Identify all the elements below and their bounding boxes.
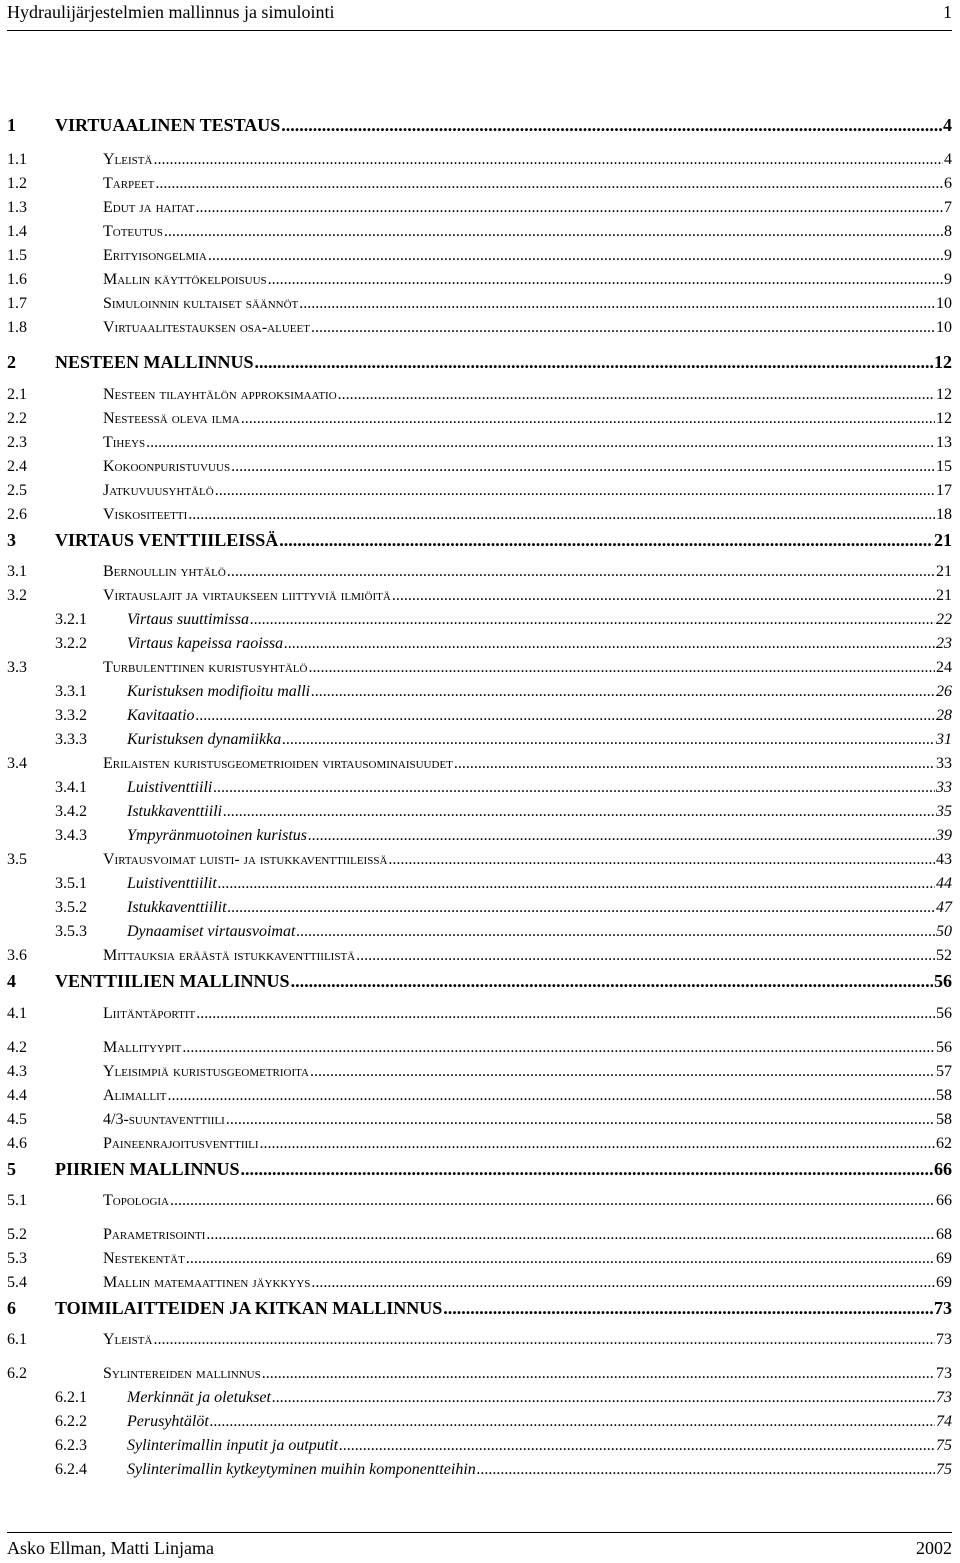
toc-entry-title: Bernoullin yhtälö (103, 563, 226, 580)
toc-entry-page: 21 (934, 530, 952, 550)
toc-entry-title: Ympyränmuotoinen kuristus (127, 827, 307, 844)
toc-entry-page: 17 (936, 482, 952, 499)
toc-entry-number: 6.1 (7, 1331, 27, 1348)
toc-dot-leader (291, 971, 933, 992)
toc-entry-page: 33 (936, 755, 952, 772)
toc-dot-leader (146, 434, 935, 452)
toc-entry-title: Sylinterimallin inputit ja outputit (127, 1437, 339, 1454)
toc-dot-leader (227, 563, 935, 581)
toc-entry[interactable] (7, 947, 952, 971)
toc-entry[interactable] (7, 563, 952, 587)
toc-entry-page: 23 (936, 635, 952, 652)
toc-entry[interactable] (7, 1389, 952, 1413)
toc-entry-title: Kavitaatio (127, 707, 195, 724)
toc-entry[interactable] (7, 1135, 952, 1159)
toc-entry[interactable] (7, 851, 952, 875)
toc-dot-leader (311, 683, 935, 701)
toc-entry-page: 58 (936, 1111, 952, 1128)
toc-entry-page: 73 (936, 1365, 952, 1382)
toc-dot-leader (454, 755, 935, 773)
toc-dot-leader (195, 199, 943, 217)
toc-entry[interactable] (7, 1437, 952, 1461)
toc-entry-number: 5.2 (7, 1226, 27, 1243)
toc-dot-leader (477, 1461, 935, 1479)
toc-entry-page: 26 (936, 683, 952, 700)
toc-entry-number: 3.3.3 (55, 731, 87, 748)
toc-entry-page: 69 (936, 1250, 952, 1267)
toc-entry[interactable] (7, 1005, 952, 1029)
toc-entry-number: 4.2 (7, 1039, 27, 1056)
toc-entry-title: Jatkuvuusyhtälö (103, 482, 214, 499)
toc-entry[interactable] (7, 530, 952, 554)
toc-entry-number: 3.3.1 (55, 683, 87, 700)
toc-entry-title: Kuristuksen dynamiikka (127, 731, 282, 748)
toc-entry-title: Sylintereiden mallinnus (103, 1365, 261, 1382)
toc-entry-page: 24 (936, 659, 952, 676)
toc-entry-page: 9 (944, 247, 952, 264)
toc-entry-number: 3.6 (7, 947, 27, 964)
toc-dot-leader (196, 1005, 935, 1023)
toc-entry[interactable] (7, 875, 952, 899)
toc-entry-number: 2.1 (7, 386, 27, 403)
toc-entry[interactable] (7, 1063, 952, 1087)
toc-entry-number: 6.2.3 (55, 1437, 87, 1454)
toc-dot-leader (311, 319, 935, 337)
toc-entry-page: 43 (936, 851, 952, 868)
toc-entry-title: Merkinnät ja oletukset (127, 1389, 271, 1406)
toc-entry-title: Yleisimpiä kuristusgeometrioita (103, 1063, 309, 1080)
toc-entry-title: Turbulenttinen kuristusyhtälö (103, 659, 308, 676)
toc-entry-page: 31 (936, 731, 952, 748)
toc-dot-leader (392, 587, 935, 605)
toc-entry[interactable] (7, 755, 952, 779)
toc-entry-title: Dynaamiset virtausvoimat (127, 923, 296, 940)
toc-entry-number: 5 (7, 1159, 16, 1179)
toc-entry[interactable] (7, 1413, 952, 1437)
toc-entry-page: 10 (936, 319, 952, 336)
toc-entry-title: Virtaus suuttimissa (127, 611, 249, 628)
toc-entry[interactable] (7, 1331, 952, 1355)
toc-entry-number: 3.3 (7, 659, 27, 676)
toc-entry-title: Istukkaventtiilit (127, 899, 227, 916)
toc-entry-number: 3.3.2 (55, 707, 87, 724)
toc-entry[interactable] (7, 247, 952, 271)
toc-entry-title: Nesteessä oleva ilma (103, 410, 240, 427)
toc-entry-number: 2.5 (7, 482, 27, 499)
toc-dot-leader (215, 482, 935, 500)
toc-dot-leader (388, 851, 935, 869)
toc-dot-leader (281, 115, 942, 136)
toc-entry[interactable] (7, 482, 952, 506)
toc-entry[interactable] (7, 175, 952, 199)
toc-dot-leader (223, 803, 935, 821)
toc-dot-leader (186, 1250, 935, 1268)
toc-entry-page: 58 (936, 1087, 952, 1104)
toc-dot-leader (167, 1087, 935, 1105)
toc-entry-title: Alimallit (103, 1087, 167, 1104)
toc-dot-leader (231, 458, 935, 476)
toc-entry-number: 6.2.1 (55, 1389, 87, 1406)
toc-entry-number: 5.4 (7, 1274, 27, 1291)
toc-entry-title: VENTTIILIEN MALLINNUS (55, 971, 290, 991)
toc-entry[interactable] (7, 827, 952, 851)
toc-entry[interactable] (7, 731, 952, 755)
toc-dot-leader (262, 1365, 935, 1383)
toc-entry[interactable] (7, 506, 952, 530)
toc-entry-page: 44 (936, 875, 952, 892)
toc-entry-title: Istukkaventtiili (127, 803, 223, 820)
toc-entry-number: 2 (7, 352, 16, 372)
toc-entry[interactable] (7, 1298, 952, 1322)
toc-dot-leader (218, 875, 935, 893)
toc-entry-title: Nesteen tilayhtälön approksimaatio (103, 386, 337, 403)
toc-entry-page: 73 (934, 1298, 952, 1318)
toc-entry[interactable] (7, 458, 952, 482)
toc-entry-title: Virtuaalitestauksen osa-alueet (103, 319, 310, 336)
page-footer (7, 1532, 952, 1562)
toc-entry-page: 18 (936, 506, 952, 523)
toc-entry-number: 3 (7, 530, 16, 550)
toc-entry-title: Simuloinnin kultaiset säännöt (103, 295, 299, 312)
toc-entry-title: Topologia (103, 1192, 169, 1209)
year: 2002 (916, 1538, 952, 1558)
toc-entry-title: Kuristuksen modifioitu malli (127, 683, 311, 700)
toc-entry[interactable] (7, 971, 952, 995)
toc-entry-page: 75 (936, 1437, 952, 1454)
toc-entry-title: Virtausvoimat luisti- ja istukkaventtiileissä (103, 851, 388, 868)
toc-entry[interactable] (7, 115, 952, 139)
toc-entry-page: 12 (936, 386, 952, 403)
toc-entry-page: 50 (936, 923, 952, 940)
toc-entry-title: Yleistä (103, 1331, 153, 1348)
toc-entry-number: 6.2.4 (55, 1461, 87, 1478)
toc-entry-page: 66 (936, 1192, 952, 1209)
toc-entry-page: 12 (936, 410, 952, 427)
document-title: Hydraulijärjestelmien mallinnus ja simulointi (7, 2, 335, 22)
toc-entry-page: 75 (936, 1461, 952, 1478)
toc-entry-number: 1.2 (7, 175, 27, 192)
toc-entry-page: 7 (944, 199, 952, 216)
toc-entry-page: 15 (936, 458, 952, 475)
toc-dot-leader (299, 295, 935, 313)
toc-entry-number: 1.5 (7, 247, 27, 264)
toc-entry[interactable] (7, 1039, 952, 1063)
toc-entry-title: Viskositeetti (103, 506, 188, 523)
toc-entry[interactable] (7, 223, 952, 247)
toc-entry-number: 2.6 (7, 506, 27, 523)
toc-entry-title: Liitäntäportit (103, 1005, 196, 1022)
toc-entry[interactable] (7, 386, 952, 410)
toc-entry-number: 1.3 (7, 199, 27, 216)
toc-dot-leader (279, 530, 933, 551)
toc-dot-leader (282, 731, 935, 749)
toc-entry[interactable] (7, 707, 952, 731)
toc-entry-page: 56 (934, 971, 952, 991)
toc-entry-title: Luistiventtiili (127, 779, 213, 796)
toc-entry-number: 5.3 (7, 1250, 27, 1267)
toc-entry[interactable] (7, 611, 952, 635)
toc-entry-title: Parametrisointi (103, 1226, 206, 1243)
toc-entry-number: 3.1 (7, 563, 27, 580)
toc-entry-title: Paineenrajoitusventtiili (103, 1135, 259, 1152)
toc-entry-title: Tiheys (103, 434, 146, 451)
toc-entry-title: Mallityypit (103, 1039, 182, 1056)
toc-entry-page: 47 (936, 899, 952, 916)
toc-dot-leader (208, 247, 943, 265)
toc-entry-number: 2.3 (7, 434, 27, 451)
toc-entry[interactable] (7, 410, 952, 434)
toc-entry-page: 62 (936, 1135, 952, 1152)
toc-entry-page: 6 (944, 175, 952, 192)
authors: Asko Ellman, Matti Linjama (7, 1538, 214, 1558)
toc-entry-page: 39 (936, 827, 952, 844)
toc-entry[interactable] (7, 659, 952, 683)
toc-entry[interactable] (7, 1250, 952, 1274)
toc-entry-page: 22 (936, 611, 952, 628)
toc-entry-page: 8 (944, 223, 952, 240)
toc-entry[interactable] (7, 923, 952, 947)
toc-entry-number: 1.8 (7, 319, 27, 336)
toc-entry-page: 33 (936, 779, 952, 796)
toc-dot-leader (250, 611, 935, 629)
toc-entry-title: Luistiventtiilit (127, 875, 217, 892)
toc-entry[interactable] (7, 199, 952, 223)
toc-entry-title: Erilaisten kuristusgeometrioiden virtausominaisuudet (103, 755, 453, 772)
toc-entry[interactable] (7, 1159, 952, 1183)
toc-entry-page: 21 (936, 563, 952, 580)
toc-entry-title: Virtaus kapeissa raoissa (127, 635, 284, 652)
toc-entry-title: Mallin matemaattinen jäykkyys (103, 1274, 311, 1291)
toc-dot-leader (260, 1135, 935, 1153)
toc-entry-number: 6 (7, 1298, 16, 1318)
toc-dot-leader (284, 635, 935, 653)
toc-entry-number: 4 (7, 971, 16, 991)
toc-dot-leader (356, 947, 935, 965)
toc-entry-title: Sylinterimallin kytkeytyminen muihin komponentteihin (127, 1461, 476, 1478)
toc-entry[interactable] (7, 271, 952, 295)
toc-dot-leader (210, 1413, 935, 1431)
toc-dot-leader (153, 1331, 935, 1349)
toc-entry-title: Mittauksia eräästä istukkaventtiilistä (103, 947, 356, 964)
toc-entry-title: 4/3-suuntaventtiili (103, 1111, 225, 1128)
toc-dot-leader (296, 923, 935, 941)
toc-entry-page: 21 (936, 587, 952, 604)
toc-entry[interactable] (7, 635, 952, 659)
toc-entry-page: 52 (936, 947, 952, 964)
toc-entry-title: TOIMILAITTEIDEN JA KITKAN MALLINNUS (55, 1298, 443, 1318)
toc-entry[interactable] (7, 1192, 952, 1216)
toc-dot-leader (182, 1039, 935, 1057)
toc-dot-leader (308, 827, 935, 845)
toc-entry-number: 2.4 (7, 458, 27, 475)
toc-entry[interactable] (7, 779, 952, 803)
toc-entry-number: 6.2.2 (55, 1413, 87, 1430)
toc-dot-leader (311, 1274, 935, 1292)
toc-entry-title: Toteutus (103, 223, 163, 240)
toc-entry-page: 10 (936, 295, 952, 312)
toc-entry[interactable] (7, 803, 952, 827)
toc-dot-leader (213, 779, 935, 797)
toc-entry[interactable] (7, 587, 952, 611)
toc-entry-number: 3.4.2 (55, 803, 87, 820)
toc-entry-title: Nestekentät (103, 1250, 185, 1267)
toc-dot-leader (338, 386, 935, 404)
toc-entry-page: 68 (936, 1226, 952, 1243)
toc-entry-number: 5.1 (7, 1192, 27, 1209)
toc-entry-page: 56 (936, 1005, 952, 1022)
toc-entry-title: Tarpeet (103, 175, 155, 192)
toc-dot-leader (272, 1389, 935, 1407)
toc-entry-page: 35 (936, 803, 952, 820)
toc-dot-leader (308, 659, 935, 677)
toc-dot-leader (255, 352, 933, 373)
toc-entry[interactable] (7, 1461, 952, 1485)
toc-entry[interactable] (7, 683, 952, 707)
toc-dot-leader (228, 899, 935, 917)
toc-entry-number: 3.5.2 (55, 899, 87, 916)
toc-dot-leader (310, 1063, 935, 1081)
toc-entry-page: 73 (936, 1389, 952, 1406)
toc-entry-number: 1 (7, 115, 16, 135)
toc-entry-title: NESTEEN MALLINNUS (55, 352, 254, 372)
toc-entry-number: 3.4.1 (55, 779, 87, 796)
toc-entry-title: VIRTAUS VENTTIILEISSÄ (55, 530, 279, 550)
toc-entry-page: 4 (943, 115, 952, 135)
toc-entry-page: 69 (936, 1274, 952, 1291)
toc-entry-page: 56 (936, 1039, 952, 1056)
toc-entry-number: 1.6 (7, 271, 27, 288)
toc-entry-page: 73 (936, 1331, 952, 1348)
toc-entry-number: 3.2 (7, 587, 27, 604)
toc-entry-number: 1.4 (7, 223, 27, 240)
toc-entry[interactable] (7, 352, 952, 376)
toc-entry[interactable] (7, 1365, 952, 1389)
toc-entry-title: Yleistä (103, 151, 153, 168)
toc-entry-title: Edut ja haitat (103, 199, 195, 216)
toc-dot-leader (339, 1437, 935, 1455)
toc-dot-leader (241, 1159, 933, 1180)
toc-entry-number: 4.1 (7, 1005, 27, 1022)
toc-entry-page: 66 (934, 1159, 952, 1179)
toc-entry-page: 74 (936, 1413, 952, 1430)
toc-entry[interactable] (7, 434, 952, 458)
toc-entry[interactable] (7, 1226, 952, 1250)
toc-entry-number: 3.2.2 (55, 635, 87, 652)
toc-dot-leader (196, 707, 935, 725)
toc-entry-number: 6.2 (7, 1365, 27, 1382)
page-number: 1 (943, 2, 952, 22)
toc-dot-leader (170, 1192, 935, 1210)
toc-entry[interactable] (7, 295, 952, 319)
toc-dot-leader (164, 223, 943, 241)
toc-entry-number: 2.2 (7, 410, 27, 427)
page-header (7, 0, 952, 31)
toc-entry-number: 4.6 (7, 1135, 27, 1152)
toc-entry-number: 3.5.1 (55, 875, 87, 892)
toc-entry-title: Kokoonpuristuvuus (103, 458, 231, 475)
toc-dot-leader (188, 506, 935, 524)
toc-dot-leader (241, 410, 935, 428)
toc-dot-leader (226, 1111, 935, 1129)
toc-entry-page: 12 (934, 352, 952, 372)
toc-entry-page: 13 (936, 434, 952, 451)
toc-entry-page: 57 (936, 1063, 952, 1080)
toc-dot-leader (206, 1226, 935, 1244)
toc-entry-page: 9 (944, 271, 952, 288)
toc-dot-leader (268, 271, 943, 289)
toc-entry-number: 1.1 (7, 151, 27, 168)
toc-dot-leader (443, 1298, 933, 1319)
toc-entry-number: 4.4 (7, 1087, 27, 1104)
toc-entry-page: 28 (936, 707, 952, 724)
toc-entry[interactable] (7, 1087, 952, 1111)
toc-dot-leader (155, 175, 943, 193)
toc-entry-number: 3.5 (7, 851, 27, 868)
toc-entry-number: 3.4.3 (55, 827, 87, 844)
toc-entry-title: Mallin käyttökelpoisuus (103, 271, 267, 288)
toc-entry-title: PIIRIEN MALLINNUS (55, 1159, 240, 1179)
toc-entry-page: 4 (944, 151, 952, 168)
toc-entry-number: 3.2.1 (55, 611, 87, 628)
toc-entry[interactable] (7, 319, 952, 343)
toc-entry-number: 3.4 (7, 755, 27, 772)
toc-entry-title: Erityisongelmia (103, 247, 207, 264)
toc-entry[interactable] (7, 1111, 952, 1135)
toc-entry-title: Virtauslajit ja virtaukseen liittyviä ilmiöitä (103, 587, 391, 604)
toc-entry-title: VIRTUAALINEN TESTAUS (55, 115, 281, 135)
toc-entry-number: 3.5.3 (55, 923, 87, 940)
toc-entry[interactable] (7, 899, 952, 923)
toc-entry-title: Perusyhtälöt (127, 1413, 209, 1430)
toc-entry[interactable] (7, 1274, 952, 1298)
toc-entry-number: 1.7 (7, 295, 27, 312)
toc-dot-leader (153, 151, 943, 169)
toc-entry-number: 4.3 (7, 1063, 27, 1080)
toc-entry[interactable] (7, 151, 952, 175)
toc-entry-number: 4.5 (7, 1111, 27, 1128)
